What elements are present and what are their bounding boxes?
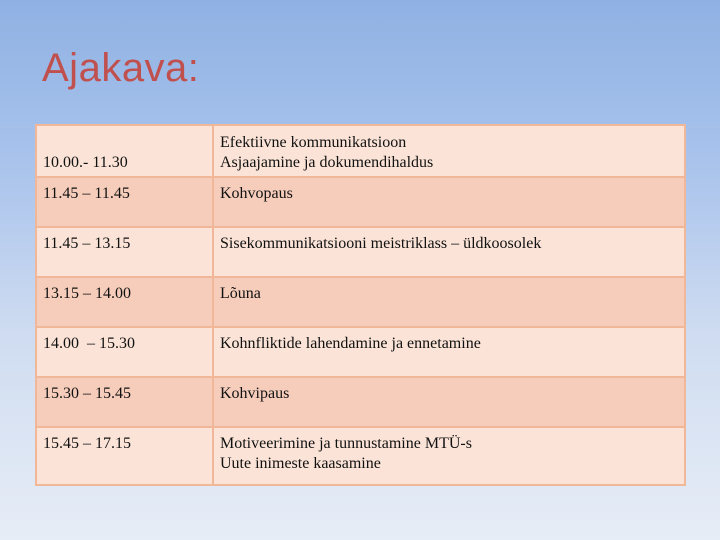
schedule-row	[36, 227, 685, 277]
activity-line: Motiveerimine ja tunnustamine MTÜ-s	[220, 435, 472, 452]
activity-line: Kohnfliktide lahendamine ja ennetamine	[220, 335, 481, 352]
activity-cell	[213, 177, 685, 227]
schedule-row	[36, 177, 685, 227]
slide-title: Ajakava:	[42, 46, 200, 90]
activity-cell	[213, 427, 685, 485]
time-cell: 13.15 – 14.00	[36, 277, 213, 327]
activity-cell	[213, 327, 685, 377]
schedule-row	[36, 427, 685, 485]
time-cell: 15.45 – 17.15	[36, 427, 213, 485]
time-cell: 15.30 – 15.45	[36, 377, 213, 427]
schedule-table	[35, 124, 686, 486]
activity-line: Kohvipaus	[220, 385, 290, 402]
activity-line: Sisekommunikatsiooni meistriklass – üldkoosolek	[220, 235, 542, 252]
time-cell: 10.00.- 11.30	[36, 125, 213, 177]
schedule-row	[36, 377, 685, 427]
activity-line: Asjaajamine ja dokumendihaldus	[220, 154, 434, 171]
activity-cell	[213, 377, 685, 427]
schedule-row	[36, 125, 685, 177]
time-cell: 14.00 – 15.30	[36, 327, 213, 377]
time-cell: 11.45 – 11.45	[36, 177, 213, 227]
time-cell: 11.45 – 13.15	[36, 227, 213, 277]
activity-cell	[213, 125, 685, 177]
activity-line: Lõuna	[220, 285, 261, 302]
activity-cell	[213, 227, 685, 277]
activity-line: Kohvopaus	[220, 185, 293, 202]
activity-line: Uute inimeste kaasamine	[220, 455, 381, 472]
schedule-row	[36, 327, 685, 377]
schedule-row	[36, 277, 685, 327]
activity-cell	[213, 277, 685, 327]
activity-line: Efektiivne kommunikatsioon	[220, 134, 407, 151]
